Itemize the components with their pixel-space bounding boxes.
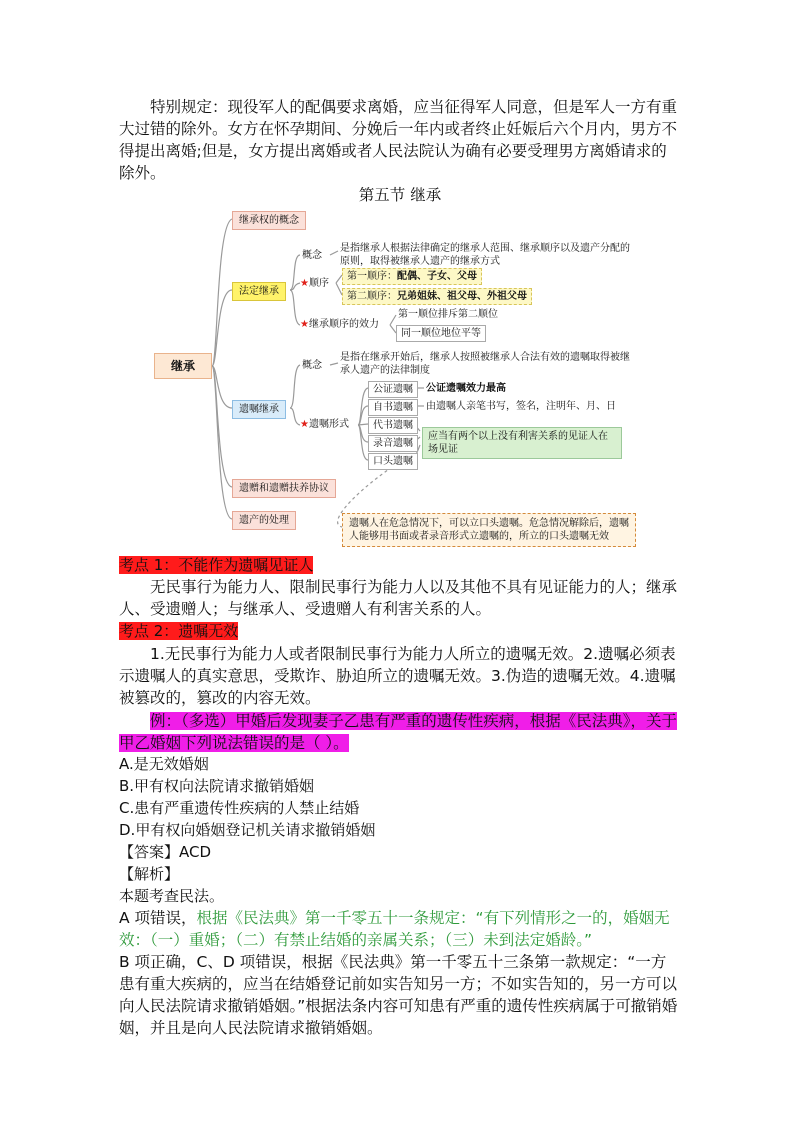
legal-effect-1: 第一顺位排斥第二顺位 [398,309,498,320]
analysis-bcd: B 项正确，C、D 项错误，根据《民法典》第一千零五十三条第一款规定：“一方患有重大疾病的，应当在结婚登记前如实告知另一方；不如实告知的，另一方可以向人民法院请求撤销婚姻。”根据法条内容可知患有严重的遗传性疾病属于可撤销婚姻，并且是向人民法院请求撤销婚姻。 [119,953,678,1037]
branch-estate-handling: 遗产的处理 [232,511,296,530]
analysis-label: 【解析】 [119,865,180,883]
branch-inheritance-concept: 继承权的概念 [232,211,306,230]
point1-text: 无民事行为能力人、限制民事行为能力人以及其他不具有见证能力的人；继承人、受遗赠人；与继承人、受遗赠人有利害关系的人。 [119,578,678,618]
legal-order-label: ★顺序 [300,278,329,289]
point2-text: 1.无民事行为能力人或者限制民事行为能力人所立的遗嘱无效。2.遗嘱必须表示遗嘱人的真实意思，受欺诈、胁迫所立的遗嘱无效。3.伪造的遗嘱无效。4.遗嘱被篡改的，篡改的内容无效。 [119,645,676,707]
option-c: C.患有严重遗传性疾病的人禁止结婚 [119,799,360,817]
option-a: A.是无效婚姻 [119,755,209,773]
branch-legal-inheritance: 法定继承 [232,282,286,301]
will-form-notarized: 公证遗嘱 [368,381,418,398]
branch-bequest-agreement: 遗赠和遗赠扶养协议 [232,479,336,498]
section-title: 第五节 继承 [358,186,442,204]
option-d: D.甲有权向婚姻登记机关请求撤销婚姻 [119,821,376,839]
intro-paragraph: 特别规定：现役军人的配偶要求离婚，应当征得军人同意，但是军人一方有重大过错的除外。女方在怀孕期间、分娩后一年内或者终止妊娠后六个月内，男方不得提出离婚;但是，女方提出离婚或者人民法院认为确有必要受理男方离婚请求的除外。 [119,98,678,182]
legal-order-effect-label: ★继承顺序的效力 [300,319,379,330]
legal-order-second: 第二顺序：兄弟姐妹、祖父母、外祖父母 [342,288,532,305]
legal-concept-label: 概念 [302,250,322,261]
connector-b5 [212,366,232,519]
branch-will-inheritance: 遗嘱继承 [232,400,286,419]
will-form-recorded: 录音遗嘱 [368,435,418,452]
will-form-handwritten: 自书遗嘱 [368,399,418,416]
point1-heading: 考点 1：不能作为遗嘱见证人 [119,556,314,574]
handwritten-note: 由遗嘱人亲笔书写，签名，注明年、月、日 [426,401,616,412]
legal-order-first: 第一顺序：配偶、子女、父母 [342,268,482,285]
oral-will-note: 遗嘱人在危急情况下，可以立口头遗嘱。危急情况解除后，遗嘱人能够用书面或者录音形式立遗嘱的，所立的口头遗嘱无效 [342,513,636,547]
example-question: 例：（多选）甲婚后发现妻子乙患有严重的遗传性疾病，根据《民法典》，关于甲乙婚姻下列说法错误的是（ ）。 [119,712,678,752]
point2-heading: 考点 2：遗嘱无效 [119,622,239,640]
witness-note: 应当有两个以上没有利害关系的见证人在场见证 [422,427,622,459]
will-form-proxy-written: 代书遗嘱 [368,417,418,434]
will-form-label: ★遗嘱形式 [300,419,349,430]
answer: 【答案】ACD [119,843,212,861]
star-icon: ★ [300,419,309,430]
will-concept-label: 概念 [302,360,322,371]
will-form-oral: 口头遗嘱 [368,453,418,470]
mind-map-root: 继承 [154,353,212,379]
legal-effect-2: 同一顺位地位平等 [396,325,486,342]
star-icon: ★ [300,319,309,330]
star-icon: ★ [300,278,309,289]
connector-b1 [212,219,232,366]
connector-b2 [212,290,232,366]
inheritance-mind-map [152,205,648,547]
option-b: B.甲有权向法院请求撤销婚姻 [119,777,315,795]
analysis-intro: 本题考查民法。 [119,887,225,905]
analysis-a: A 项错误，根据《民法典》第一千零五十一条规定：“有下列情形之一的，婚姻无效：（一）重婚；（二）有禁止结婚的亲属关系；（三）未到法定婚龄。” [119,909,670,949]
legal-concept-text: 是指继承人根据法律确定的继承人范围、继承顺序以及遗产分配的原则，取得被继承人遗产的继承方式 [340,243,630,267]
notary-note: 公证遗嘱效力最高 [426,383,506,394]
will-concept-text: 是指在继承开始后，继承人按照被继承人合法有效的遗嘱取得被继承人遗产的法律制度 [340,352,630,376]
